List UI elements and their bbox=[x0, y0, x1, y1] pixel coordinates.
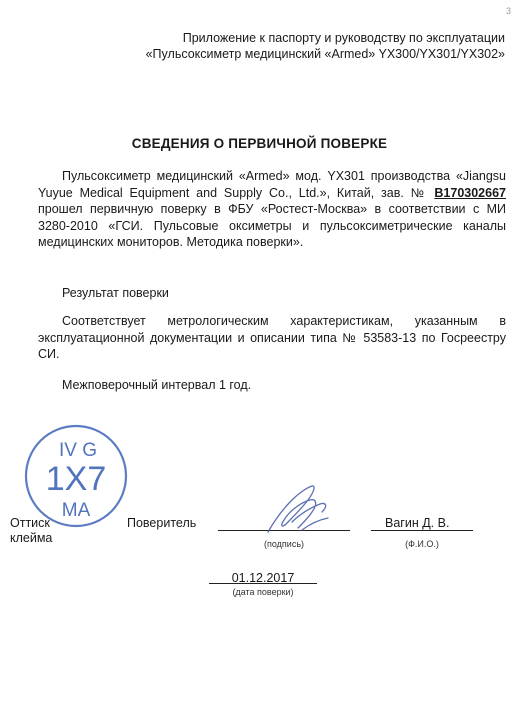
name-line bbox=[371, 530, 473, 531]
page-title: СВЕДЕНИЯ О ПЕРВИЧНОЙ ПОВЕРКЕ bbox=[131, 136, 388, 151]
interval-text: Межповерочный интервал 1 год. bbox=[62, 378, 252, 392]
signature-caption: (подпись) bbox=[263, 539, 305, 549]
svg-text:IV G: IV G bbox=[58, 440, 98, 461]
name-caption: (Ф.И.О.) bbox=[405, 539, 439, 549]
verification-paragraph bbox=[38, 168, 506, 251]
result-text: Соответствует метрологическим характеристикам, указанным в эксплуатационной документации и описании типа № 53583-13 по Госреестру СИ. bbox=[38, 314, 506, 361]
page-corner-mark: 3 bbox=[505, 6, 511, 16]
handwritten-signature-icon bbox=[262, 478, 334, 540]
header-line-1: Приложение к паспорту и руководству по эксплуатации bbox=[182, 31, 505, 45]
imprint-label-line-1: Оттиск bbox=[10, 516, 50, 530]
verification-text-end: прошел первичную поверку в ФБУ «Ростест-Москва» в соответствии с МИ 3280-2010 «ГСИ. Пульсовые оксиметры и пульсоксиметрические каналы медицинских мониторов. Методика поверки». bbox=[38, 202, 506, 249]
imprint-label-line-2: клейма bbox=[10, 531, 53, 545]
verifier-name: Вагин Д. В. bbox=[385, 516, 450, 530]
verifier-label: Поверитель bbox=[127, 516, 197, 530]
serial-number: B170302667 bbox=[434, 185, 506, 200]
svg-text:1X7: 1X7 bbox=[45, 460, 107, 498]
svg-text:MA: MA bbox=[61, 500, 91, 521]
document-header bbox=[146, 30, 505, 62]
stamp-imprint-label bbox=[10, 516, 52, 546]
date-caption: (дата поверки) bbox=[232, 587, 294, 597]
date-line bbox=[209, 583, 317, 584]
verification-text-start: Пульсоксиметр медицинский «Armed» мод. YX301 производства «Jiangsu Yuyue Medical Equipment and Supply Co., Ltd.», Китай, зав. № bbox=[38, 169, 506, 200]
verification-date: 01.12.2017 bbox=[231, 571, 295, 585]
header-line-2: «Пульсоксиметр медицинский «Armed» YX300/YX301/YX302» bbox=[145, 47, 505, 61]
result-heading: Результат поверки bbox=[62, 286, 169, 300]
